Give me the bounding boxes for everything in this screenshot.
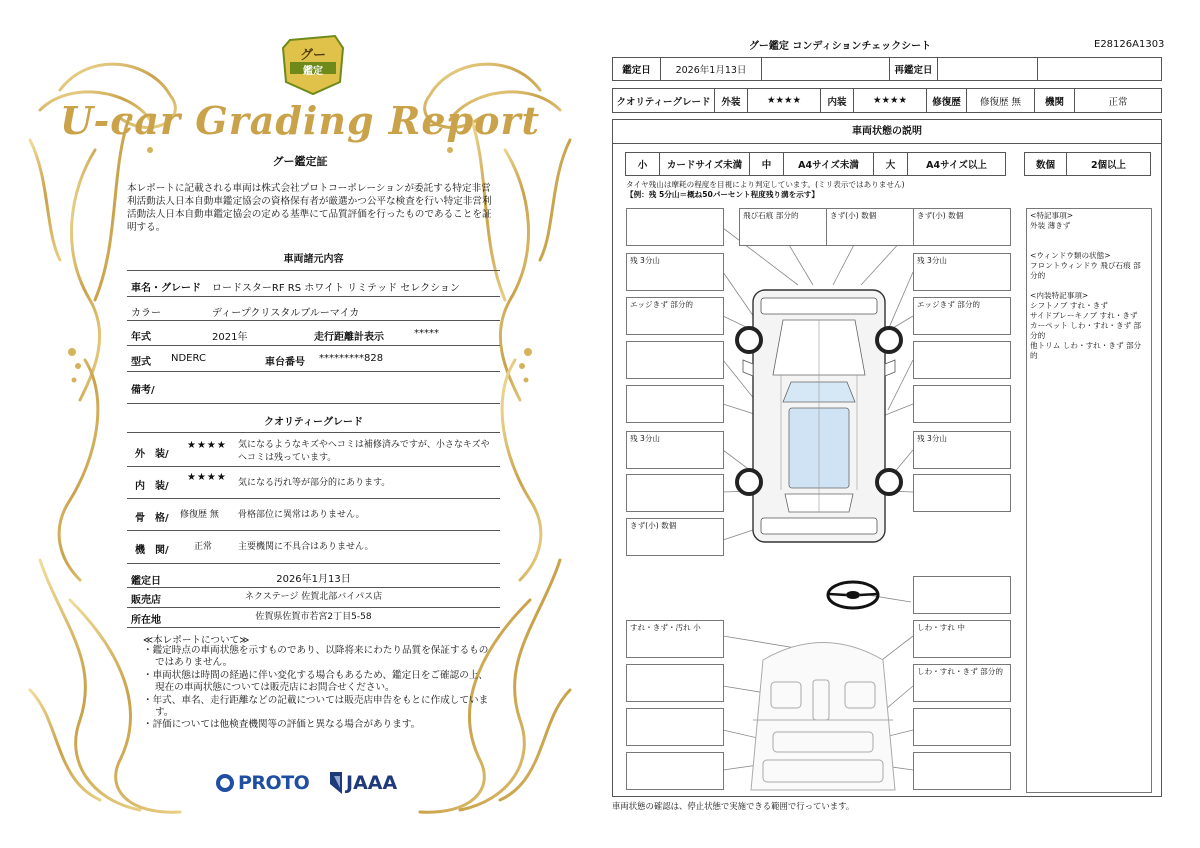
front-right-tire-box: 残 3分山 [913,253,1011,291]
reeval-date-label: 再鑑定日 [890,58,938,81]
size-large-desc: A4サイズ以上 [908,153,1006,176]
size-small-label: 小 [626,153,660,176]
frame-value: 修復歴 無 [180,510,219,520]
condition-check-sheet [600,0,1200,848]
grade-table [612,88,1162,113]
condition-panel-title: 車両状態の説明 [613,120,1161,144]
steering-wheel-icon [828,582,878,608]
front-glass-box: 飛び石痕 部分的 [739,208,837,246]
chassis-value: *********828 [319,353,384,364]
engine-label: 機 関/ [135,545,169,556]
model-value: NDERC [171,353,206,364]
front-left-box [626,208,724,246]
chassis-label: 車台番号 [265,357,305,368]
size-medium-desc: A4サイズ未満 [784,153,874,176]
front-right-box: きず(小) 数個 [913,208,1011,246]
frame-comment: 骨格部位に異常はありません。 [238,510,365,520]
note-item: ・ 鑑定時点の車両状態を示すものであり、以降将来にわたり品質を保証するものではありません。 [143,645,493,670]
interior-rear-left-box [626,752,724,790]
special-notes-items: 外装 薄きず [1030,221,1071,230]
interior-front-right-box: しわ・すれ 中 [913,620,1011,658]
empty-cell [1038,58,1162,81]
color-label: カラー [131,308,161,319]
remarks-label: 備考/ [131,385,155,396]
odometer-label: 走行距離計表示 [314,332,384,343]
car-top-view [743,290,895,542]
frame-label: 骨 格/ [135,513,169,524]
quality-grade-label: クオリティーグレード [613,89,715,113]
shop-value: ネクステージ 佐賀北部バイパス店 [244,592,383,602]
exterior-comment: 気になるようなキズやヘコミは補修済みですが、小さなキズやヘコミは残っています。 [238,440,490,463]
window-status-items: フロントウィンドウ 飛び石痕 部分的 [1030,261,1141,280]
rear-bumper-box: きず(小) 数個 [626,518,724,556]
divider [127,498,500,499]
sheet-id: E28126A1303 [1094,39,1165,50]
interior-stars: ★★★★ [854,89,927,113]
interior-rear-right-box [913,752,1011,790]
divider [127,371,500,372]
notes-title: ≪本レポートについて≫ [143,635,250,646]
divider [127,403,500,404]
exterior-stars: ★★★★ [748,89,821,113]
year-value: 2021年 [212,332,248,343]
rear-right-tire-box: 残 3分山 [913,431,1011,469]
divider [127,530,500,531]
divider [127,320,500,321]
spec-section-title: 車両諸元内容 [283,254,344,265]
sheet-title: グー鑑定 コンディションチェックシート [748,41,932,52]
date-table [612,57,1162,81]
note-item: ・ 車両状態は時間の経過に伴い変化する場合もあるため、鑑定日をご確認の上、現在の車両状態については販売店にお問合せください。 [143,670,493,695]
note-item: ・ 評価については他検査機関等の評価と異なる場合があります。 [143,719,493,731]
eval-date-value: 2026年1月13日 [276,574,351,585]
interior-front-left-box: すれ・きず・汚れ 小 [626,620,724,658]
reeval-date-value [938,58,1038,81]
report-title: U-car Grading Report [59,98,541,143]
left-edge-box: エッジきず 部分的 [626,297,724,335]
proto-logo-mark [216,774,234,792]
year-label: 年式 [131,332,151,343]
exterior-label: 外装 [715,89,748,113]
divider [127,627,500,628]
divider [127,432,500,433]
shop-label: 販売店 [131,595,161,606]
jaaa-logo-mark [328,770,344,796]
rear-left-box [626,474,724,512]
interior-notes-title: <内装特記事項> [1030,291,1089,300]
interior-mid-left-box [626,708,724,746]
repair-history-label: 修復歴 [927,89,967,113]
badge-top-text: グー [299,48,326,63]
interior-comment: 気になる汚れ等が部分的にあります。 [238,478,391,488]
address-value: 佐賀県佐賀市若宮2丁目5-58 [255,612,372,622]
right-edge-box: エッジきず 部分的 [913,297,1011,335]
rear-right-box [913,474,1011,512]
car-name-value: ロードスターRF RS ホワイト リミテッド セレクション [212,283,460,294]
address-label: 所在地 [131,615,161,626]
left-side-box [626,385,724,423]
divider [127,270,500,271]
interior-seat-right-box: しわ・すれ・きず 部分的 [913,664,1011,702]
divider [127,587,500,588]
count-value: 2個以上 [1067,153,1151,176]
front-left-tire-box: 残 3分山 [626,253,724,291]
eval-date-label: 鑑定日 [613,58,661,81]
divider [127,466,500,467]
special-notes-box [1026,208,1152,793]
interior-label: 内装 [821,89,854,113]
certificate-text: 本レポートに記載される車両は株式会社プロトコーポレーションが委託する特定非営利活動法人日本自動車鑑定協会の資格保有者が厳選かつ公平な検査を行い特定非営利活動法人日本自動車鑑定協会の定める基準にて品質評価を行ったものであることを証明する。 [127,183,492,233]
odometer-value: ***** [414,328,439,339]
color-value: ディープクリスタルブルーマイカ [212,308,360,319]
car-interior-view [751,643,895,791]
interior-notes-items: シフトノブ すれ・きず サイドブレーキノブ すれ・きず カーペット しわ・すれ・きず 部分的 他トリム しわ・すれ・きず 部分的 [1030,301,1142,360]
size-small-desc: カードサイズ未満 [660,153,750,176]
footer-logos [216,768,416,802]
steering-box [913,576,1011,614]
engine-label: 機関 [1035,89,1075,113]
front-bumper-box: きず(小) 数個 [826,208,924,246]
badge-bottom-text: 鑑定 [303,66,323,77]
interior-label: 内 装/ [135,481,169,492]
special-notes-title: <特記事項> [1030,211,1074,220]
footer-note: 車両状態の確認は、停止状態で実施できる範囲で行っています。 [612,801,855,811]
right-side-box [913,385,1011,423]
model-label: 型式 [131,357,151,368]
tire-note-line: 【例：残 5分山＝概ね50パーセント程度残り溝を示す】 [626,189,819,199]
interior-mid-right-box [913,708,1011,746]
divider [127,345,500,346]
repair-history-value: 修復歴 無 [967,89,1035,113]
car-name-label: 車名・グレード [131,283,201,294]
exterior-stars: ★★★★ [187,440,227,451]
proto-logo: PROTO [238,772,310,794]
notes-list [143,645,493,732]
certificate-title: グー鑑定証 [272,155,328,168]
interior-seat-left-box [626,664,724,702]
vehicle-condition-panel [612,119,1162,797]
engine-value: 正常 [194,542,213,552]
engine-comment: 主要機関に不具合はありません。 [238,542,374,552]
left-door-box [626,341,724,379]
tire-note-line: タイヤ残山は摩耗の程度を目視により判定しています。(ミリ表示ではありません) [626,180,905,189]
window-status-title: <ウィンドウ類の状態> [1030,251,1111,260]
eval-date-label: 鑑定日 [131,576,161,587]
jaaa-logo: JAAA [346,772,398,794]
count-label: 数個 [1025,153,1067,176]
exterior-label: 外 装/ [135,449,169,460]
divider [127,296,500,297]
empty-cell [762,58,890,81]
size-large-label: 大 [874,153,908,176]
note-item: ・ 年式、車名、走行距離などの記載については販売店申告をもとに作成しています。 [143,695,493,720]
rear-left-tire-box: 残 3分山 [626,431,724,469]
interior-stars: ★★★★ [187,472,227,483]
eval-date-value: 2026年1月13日 [661,58,762,81]
quality-section-title: クオリティーグレード [264,417,363,428]
right-door-box [913,341,1011,379]
size-medium-label: 中 [750,153,784,176]
divider [127,607,500,608]
divider [127,563,500,564]
engine-value: 正常 [1075,89,1162,113]
